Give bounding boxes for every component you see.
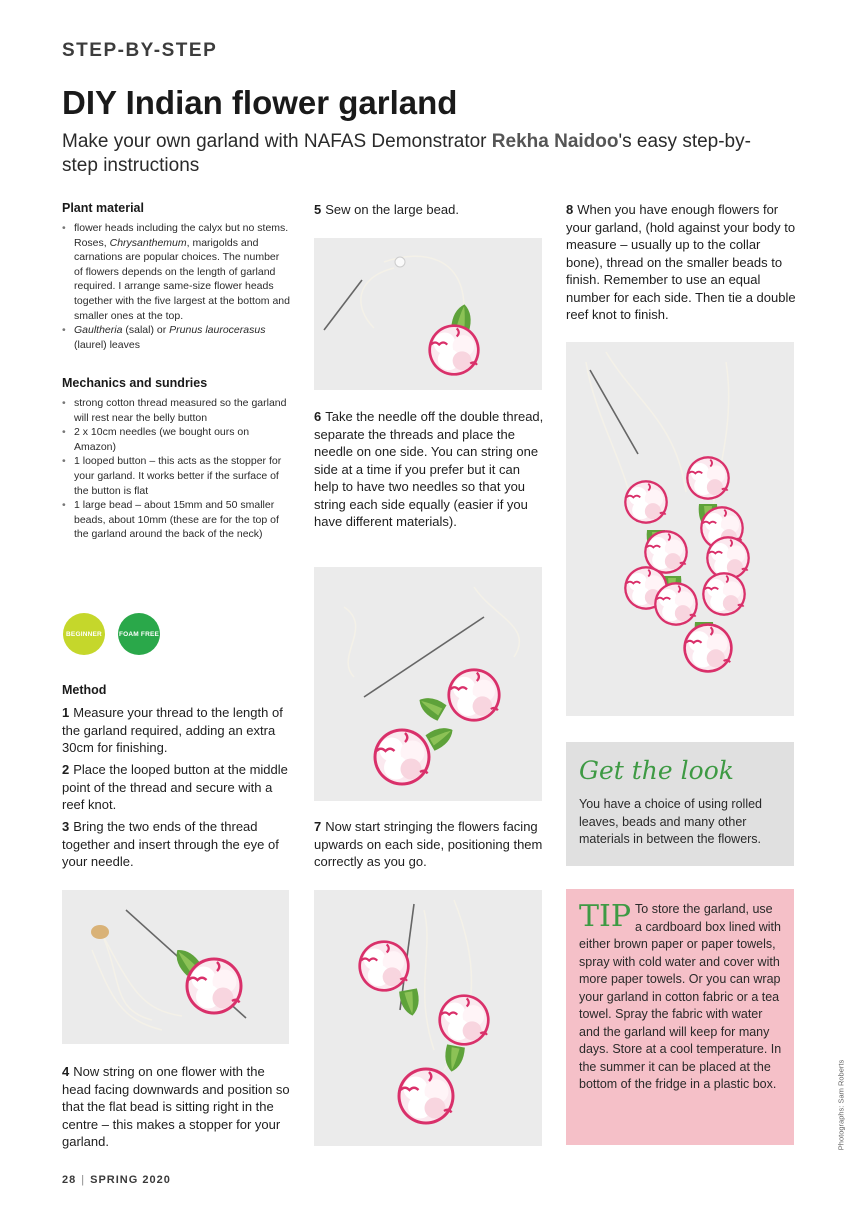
subtitle-text: Make your own garland with NAFAS Demonstrator — [62, 131, 492, 152]
get-the-look-box — [566, 742, 794, 866]
get-the-look-text: You have a choice of using rolled leaves, beads and many other materials in between the flowers. — [579, 797, 763, 846]
step-6: 6 Take the needle off the double thread, separate the threads and place the needle on one side. You can string one side at a time if you prefer but it can help to have two needles so that you string each side equally (easier if you have different materials). — [314, 409, 544, 529]
mechanics-heading: Mechanics and sundries — [62, 376, 208, 390]
beginner-badge: BEGINNER — [63, 613, 105, 655]
photo-step-7 — [314, 890, 542, 1146]
page-footer: 28 | SPRING 2020 — [62, 1174, 171, 1186]
author-name: Rekha Naidoo — [491, 131, 619, 152]
plant-material-heading: Plant material — [62, 201, 144, 215]
plant-material-section — [62, 201, 290, 352]
list-item: • flower heads including the calyx but no stems. Roses, Chrysanthemum, marigolds and carnations are popular choices. The number of flowers depends on the length of garland required. I arrange same-size flower heads together with the five largest at the bottom and smaller ones at the top. — [62, 221, 290, 323]
tip-text: To store the garland, use a cardboard box lined with either brown paper or paper towels, spray with cold water and cover with more paper towels. Or you can wrap your garland in cotton fabric or a tea towel. Spray the fabric with water and the garland will keep for many days. Store at a cool temperature. In the summer it can be placed at the bottom of the fridge in a plastic box. — [579, 902, 782, 1091]
photo-step-4 — [62, 890, 289, 1044]
method-heading: Method — [62, 683, 107, 697]
tip-box — [566, 889, 794, 1145]
photo-credit: Photographs: Sam Roberts — [836, 1059, 846, 1151]
step-4: 4 Now string on one flower with the head facing downwards and position so that the flat bead is sitting right in the centre – this makes a stopper for your garland. — [62, 1064, 290, 1149]
mechanics-list — [62, 396, 290, 542]
bead-needle-photo — [314, 238, 542, 390]
subtitle-text-end: 's easy step-by-step instructions — [62, 131, 751, 176]
photo-step-8 — [566, 342, 794, 716]
carnation-needle-photo — [62, 890, 289, 1044]
photo-step-6 — [314, 567, 542, 801]
step-3: 3 Bring the two ends of the thread together and insert through the eye of your needle. — [62, 819, 279, 869]
section-tag: STEP-BY-STEP — [62, 40, 218, 61]
list-item: • 2 x 10cm needles (we bought ours on Amazon) — [62, 425, 290, 454]
page-subtitle — [62, 130, 762, 178]
mechanics-section — [62, 376, 290, 542]
step-5: 5 Sew on the large bead. — [314, 202, 459, 217]
step-1: 1 Measure your thread to the length of the garland required, adding an extra 30cm for finishing. — [62, 705, 283, 755]
photo-step-5 — [314, 238, 542, 390]
step-2: 2 Place the looped button at the middle point of the thread and secure with a reef knot. — [62, 762, 288, 812]
list-item: • Gaultheria (salal) or Prunus laurocerasus (laurel) leaves — [62, 323, 290, 352]
foam-free-badge: FOAM FREE — [118, 613, 160, 655]
list-item: • 1 looped button – this acts as the stopper for your garland. It works better if the surface of the button is flat — [62, 454, 290, 498]
finished-garland-photo — [566, 342, 794, 716]
step-7: 7 Now start stringing the flowers facing upwards on each side, positioning them correctly as you go. — [314, 819, 543, 869]
issue-label: SPRING 2020 — [90, 1174, 171, 1186]
tip-text-block — [579, 901, 782, 1094]
list-item: • 1 large bead – about 15mm and 50 smaller beads, about 10mm (these are for the top of the garland around the back of the neck) — [62, 498, 290, 542]
two-needles-photo — [314, 567, 542, 801]
page-number: 28 — [62, 1174, 77, 1186]
list-item: • strong cotton thread measured so the garland will rest near the belly button — [62, 396, 290, 425]
stringed-flowers-photo — [314, 890, 542, 1146]
tip-label: TIP — [579, 899, 632, 934]
page-title: DIY Indian flower garland — [62, 84, 458, 121]
get-the-look-title: Get the look — [579, 756, 734, 785]
step-8: 8 When you have enough flowers for your garland, (hold against your body to measure – usually up to the collar bone), thread on the smaller beads to finish. Remember to use an equal number for each side. Then tie a double reef knot to finish. — [566, 202, 796, 322]
plant-material-list — [62, 221, 290, 352]
